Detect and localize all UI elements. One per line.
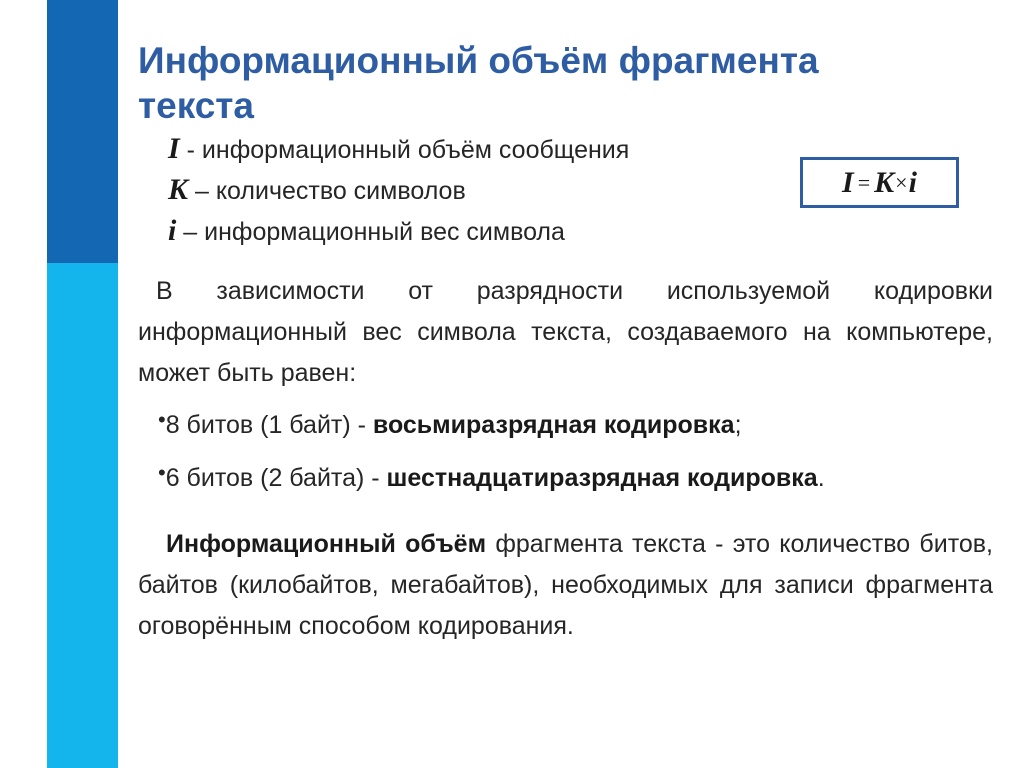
definition-K bbox=[168, 169, 629, 210]
accent-bar-dark bbox=[47, 0, 118, 263]
bullet-dot: • bbox=[158, 460, 166, 485]
paragraph-encoding: В зависимости от разрядности используемой кодировки информационный вес символа текста, создаваемого на компьютере, может быть равен: bbox=[138, 277, 993, 387]
definition-text: количество символов bbox=[215, 177, 466, 205]
symbol-I: I bbox=[168, 132, 180, 165]
formula-i: i bbox=[908, 165, 917, 199]
bullet-end: ; bbox=[734, 411, 742, 439]
formula-equals: = bbox=[857, 169, 871, 195]
definition-body: фрагмента текста - это количество битов, байтов (килобайтов, мегабайтов), необходимых для записи фрагмента оговорённым способом кодирования. bbox=[138, 530, 993, 640]
symbol-i: i bbox=[168, 214, 177, 247]
definition-sep: – bbox=[183, 218, 198, 246]
slide-title: Информационный объём фрагмента текста bbox=[138, 40, 819, 126]
formula-k: K bbox=[874, 165, 895, 199]
definition-i bbox=[168, 210, 629, 251]
definition-term: Информационный объём bbox=[166, 530, 487, 558]
accent-bar-light bbox=[47, 263, 118, 768]
symbol-K: K bbox=[168, 173, 189, 206]
bullet-bold: шестнадцатиразрядная кодировка bbox=[386, 464, 818, 492]
bullet-dot: • bbox=[158, 407, 166, 432]
definitions-list bbox=[168, 128, 629, 251]
bullet-item bbox=[158, 458, 825, 499]
paragraph-definition bbox=[138, 524, 993, 647]
formula-times: × bbox=[895, 169, 908, 195]
bullet-end: . bbox=[817, 464, 825, 492]
bullet-bold: восьмиразрядная кодировка bbox=[372, 411, 735, 439]
formula-lhs: I bbox=[842, 165, 854, 199]
bullet-text: 6 битов (2 байта) - bbox=[165, 464, 387, 492]
bullet-text: 8 битов (1 байт) - bbox=[165, 411, 373, 439]
definition-I bbox=[168, 128, 629, 169]
definition-text: информационный объём сообщения bbox=[201, 136, 630, 164]
definition-text: информационный вес символа bbox=[204, 218, 565, 246]
definition-sep: – bbox=[194, 177, 209, 205]
bullet-item bbox=[158, 405, 742, 446]
definition-sep: - bbox=[186, 136, 195, 164]
formula-box bbox=[800, 157, 959, 208]
